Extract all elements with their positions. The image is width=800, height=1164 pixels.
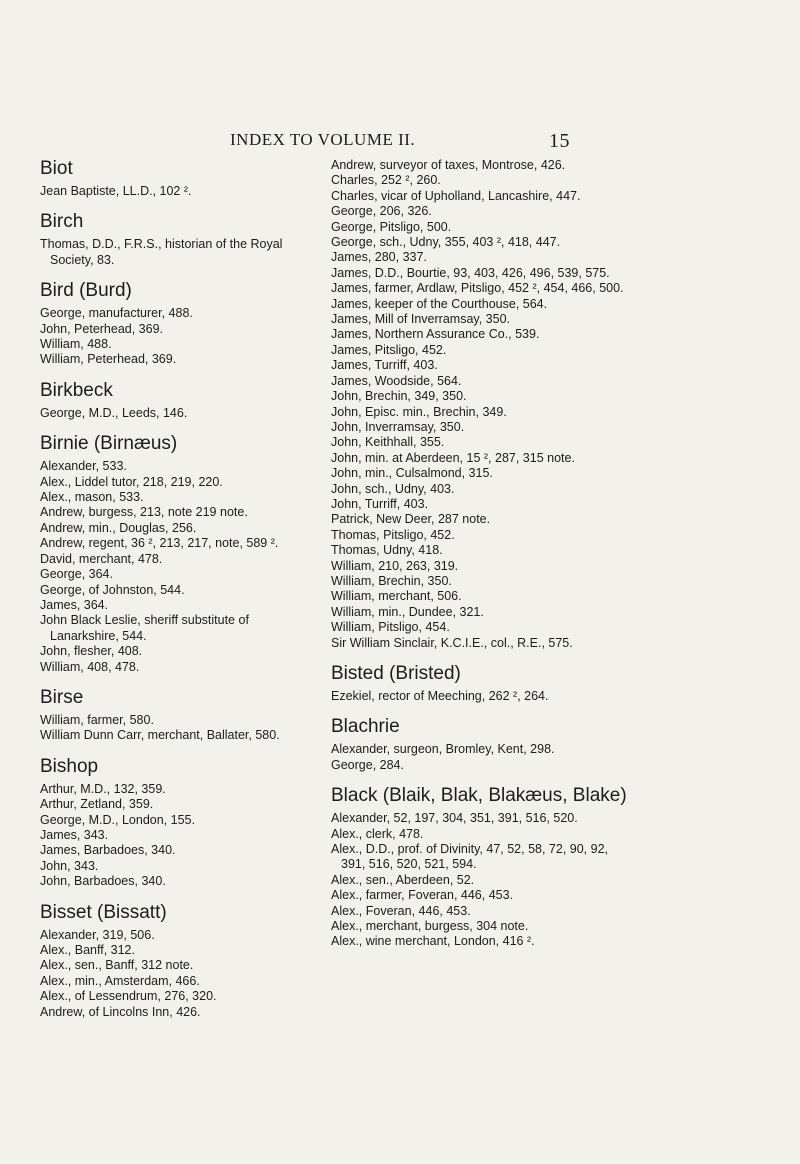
surname-heading: Bisset (Bissatt) — [40, 901, 167, 923]
index-entry: Alex., sen., Aberdeen, 52. — [331, 872, 475, 887]
index-entry: William, Brechin, 350. — [331, 573, 452, 588]
index-entry: George, M.D., Leeds, 146. — [40, 405, 188, 420]
index-group — [40, 687, 308, 744]
index-entry: James, Barbadoes, 340. — [40, 843, 176, 858]
index-entry: Alex., D.D., prof. of Divinity, 47, 52, 58, 72, 90, 92, 391, 516, 520, 521, 594. — [331, 842, 608, 872]
index-entry: James, 280, 337. — [331, 250, 427, 265]
index-entry: James, farmer, Ardlaw, Pitsligo, 452 ², 454, 466, 500. — [331, 281, 624, 296]
index-group — [331, 158, 629, 651]
index-entry: James, Pitsligo, 452. — [331, 342, 447, 357]
index-entry: William, Peterhead, 369. — [40, 352, 177, 367]
index-entry: Charles, vicar of Upholland, Lancashire, 447. — [331, 188, 581, 203]
index-entry: George, sch., Udny, 355, 403 ², 418, 447. — [331, 235, 561, 250]
index-entry: William, merchant, 506. — [331, 589, 462, 604]
index-entry: Sir William Sinclair, K.C.I.E., col., R.E., 575. — [331, 635, 573, 650]
left-column — [40, 158, 308, 1032]
index-group — [331, 663, 629, 704]
index-group — [40, 433, 308, 675]
index-entry: John, Barbadoes, 340. — [40, 874, 166, 889]
index-entry: Alex., Foveran, 446, 453. — [331, 903, 471, 918]
surname-heading: Birch — [40, 211, 84, 233]
index-entry: George, 364. — [40, 567, 113, 582]
index-entry: George, of Johnston, 544. — [40, 582, 185, 597]
index-entry: Alexander, 533. — [40, 459, 127, 474]
index-entry: Patrick, New Deer, 287 note. — [331, 512, 491, 527]
index-entry: John, Turriff, 403. — [331, 496, 429, 511]
index-entry: John, Keithhall, 355. — [331, 435, 445, 450]
index-entry: James, 364. — [40, 597, 109, 612]
index-entry: Thomas, D.D., F.R.S., historian of the Royal Society, 83. — [40, 237, 283, 267]
index-entry: James, Northern Assurance Co., 539. — [331, 327, 540, 342]
index-group — [40, 211, 308, 268]
index-entry: John, Brechin, 349, 350. — [331, 389, 467, 404]
index-entry: John, min. at Aberdeen, 15 ², 287, 315 note. — [331, 450, 575, 465]
index-entry: Alex., wine merchant, London, 416 ². — [331, 934, 535, 949]
index-entry: James, keeper of the Courthouse, 564. — [331, 296, 548, 311]
index-entry: George, 206, 326. — [331, 204, 432, 219]
surname-heading: Birse — [40, 686, 84, 708]
surname-heading: Bisted (Bristed) — [331, 663, 461, 684]
surname-heading: Birnie (Birnæus) — [40, 433, 178, 455]
index-entry: Alex., min., Amsterdam, 466. — [40, 973, 200, 988]
index-entry: John, Inverramsay, 350. — [331, 419, 465, 434]
index-entry: David, merchant, 478. — [40, 551, 163, 566]
index-group — [40, 158, 308, 199]
index-entry: James, Turriff, 403. — [331, 358, 438, 373]
index-entry: Alex., sen., Banff, 312 note. — [40, 958, 194, 973]
index-group — [331, 785, 629, 950]
index-entry: John, flesher, 408. — [40, 644, 143, 659]
index-entry: Ezekiel, rector of Meeching, 262 ², 264. — [331, 689, 549, 703]
index-entry: Jean Baptiste, LL.D., 102 ². — [40, 184, 192, 198]
running-title: INDEX TO VOLUME II. — [230, 130, 416, 149]
index-entry: John, 343. — [40, 858, 99, 873]
surname-heading: Biot — [40, 158, 73, 179]
index-entry: James, D.D., Bourtie, 93, 403, 426, 496, 539, 575. — [331, 265, 610, 280]
index-entry: Alex., mason, 533. — [40, 490, 144, 505]
index-entry: James, Woodside, 564. — [331, 373, 462, 388]
right-column — [331, 158, 629, 962]
index-entry: John, Episc. min., Brechin, 349. — [331, 404, 507, 419]
index-entry: Alex., clerk, 478. — [331, 826, 424, 841]
index-entry: Arthur, Zetland, 359. — [40, 797, 154, 812]
index-entry: Alex., Banff, 312. — [40, 943, 135, 957]
page-header — [230, 130, 570, 153]
surname-heading: Birkbeck — [40, 379, 113, 401]
surname-heading: Bishop — [40, 755, 99, 777]
index-entry: John, Peterhead, 369. — [40, 321, 164, 336]
index-entry: George, 284. — [331, 757, 404, 772]
index-entry: William, min., Dundee, 321. — [331, 604, 484, 619]
index-entry: Thomas, Pitsligo, 452. — [331, 527, 455, 542]
index-group — [40, 380, 308, 421]
index-entry: William, 488. — [40, 337, 112, 352]
index-entry: George, Pitsligo, 500. — [331, 219, 452, 234]
index-entry: Alexander, surgeon, Bromley, Kent, 298. — [331, 742, 555, 757]
index-entry: Arthur, M.D., 132, 359. — [40, 781, 166, 796]
index-entry: Alex., of Lessendrum, 276, 320. — [40, 989, 217, 1004]
index-entry: James, 343. — [40, 827, 109, 842]
index-entry: George, M.D., London, 155. — [40, 812, 195, 827]
index-entry: Andrew, surveyor of taxes, Montrose, 426. — [331, 158, 566, 172]
index-entry: William, 210, 263, 319. — [331, 558, 459, 573]
index-entry: George, manufacturer, 488. — [40, 306, 193, 321]
index-entry: James, Mill of Inverramsay, 350. — [331, 312, 510, 327]
index-entry: Alex., merchant, burgess, 304 note. — [331, 919, 529, 934]
index-entry: William, 408, 478. — [40, 659, 140, 674]
index-entry: Alexander, 52, 197, 304, 351, 391, 516, 520. — [331, 811, 578, 826]
index-entry: Andrew, min., Douglas, 256. — [40, 520, 197, 535]
index-entry: Thomas, Udny, 418. — [331, 543, 443, 558]
index-entry: Andrew, of Lincolns Inn, 426. — [40, 1004, 201, 1019]
index-group — [40, 280, 308, 368]
index-entry: John, min., Culsalmond, 315. — [331, 466, 493, 481]
surname-heading: Blachrie — [331, 716, 400, 738]
surname-heading: Black (Blaik, Blak, Blakæus, Blake) — [331, 785, 627, 807]
index-group — [40, 902, 308, 1020]
index-entry: William Dunn Carr, merchant, Ballater, 580. — [40, 728, 280, 743]
index-entry: Alex., farmer, Foveran, 446, 453. — [331, 888, 514, 903]
page-number: 15 — [549, 130, 570, 152]
index-entry: Andrew, regent, 36 ², 213, 217, note, 589 ². — [40, 536, 279, 551]
index-entry: Andrew, burgess, 213, note 219 note. — [40, 505, 248, 520]
index-entry: Alex., Liddel tutor, 218, 219, 220. — [40, 474, 223, 489]
surname-heading: Bird (Burd) — [40, 280, 132, 302]
index-entry: John Black Leslie, sheriff substitute of Lanarkshire, 544. — [40, 613, 249, 643]
index-entry: Alexander, 319, 506. — [40, 927, 155, 942]
index-group — [331, 716, 629, 773]
index-entry: William, Pitsligo, 454. — [331, 620, 450, 635]
index-entry: Charles, 252 ², 260. — [331, 173, 441, 188]
index-entry: John, sch., Udny, 403. — [331, 481, 455, 496]
index-group — [40, 756, 308, 890]
index-entry: William, farmer, 580. — [40, 712, 154, 727]
